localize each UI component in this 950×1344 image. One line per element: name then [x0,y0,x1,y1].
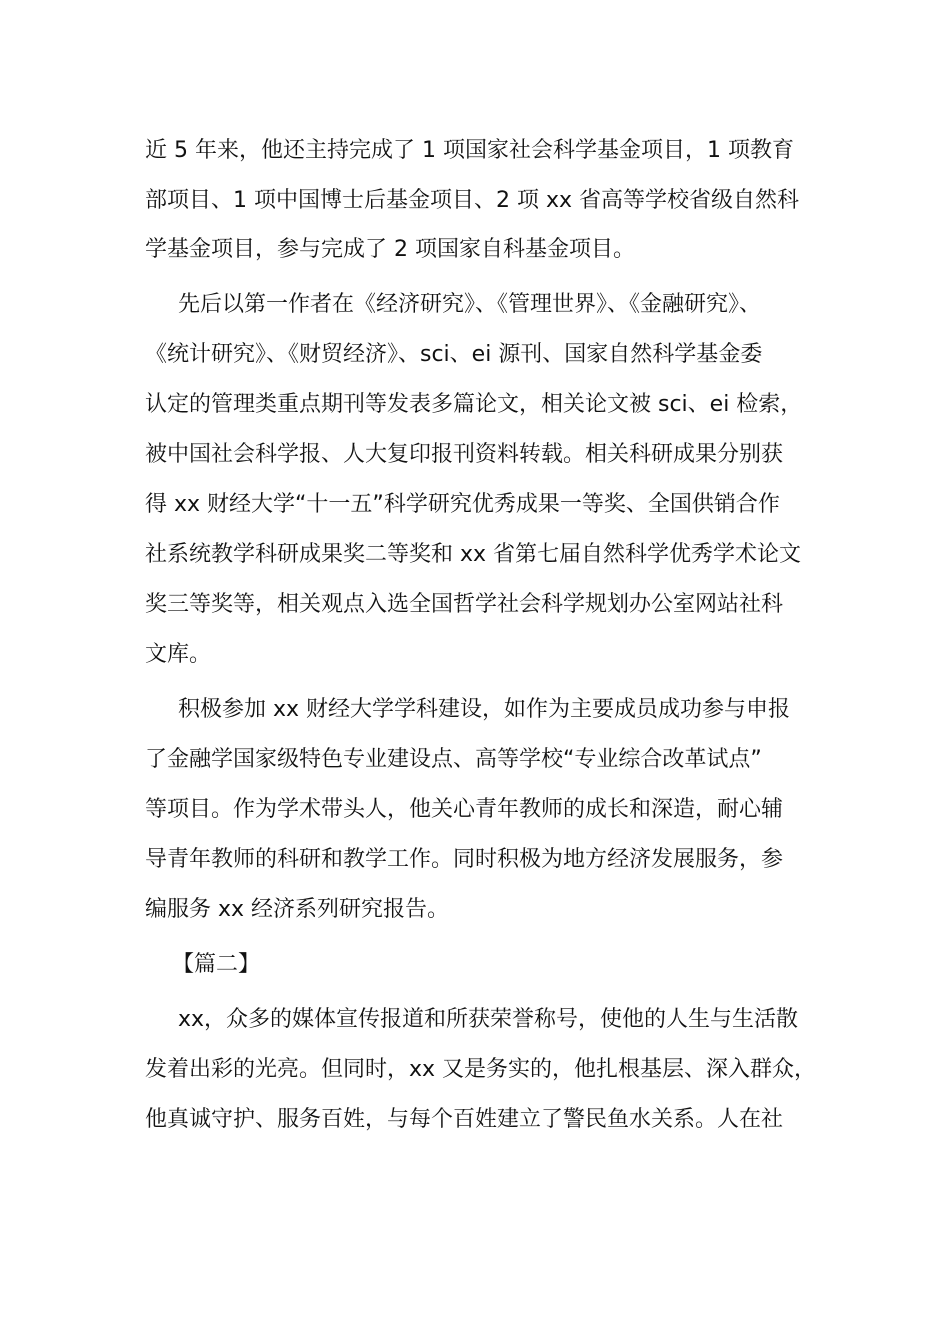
paragraph-2-line-4: 被中国社会科学报、人大复印报刊资料转载。相关科研成果分别获 [145,442,784,467]
paragraph-1-line-3: 学基金项目，参与完成了 2 项国家自科基金项目。 [145,237,635,262]
paragraph-2-line-8: 文库。 [145,642,212,667]
paragraph-1-line-1: 近 5 年来，他还主持完成了 1 项国家社会科学基金项目，1 项教育 [145,138,794,163]
paragraph-3-line-2: 了金融学国家级特色专业建设点、高等学校“专业综合改革试点” [145,747,762,772]
paragraph-2-line-2: 《统计研究》、《财贸经济》、sci、ei 源刊、国家自然科学基金委 [145,342,763,367]
paragraph-5-line-2: 发着出彩的光亮。但同时，xx 又是务实的，他扎根基层、深入群众， [145,1057,817,1082]
paragraph-2-line-3: 认定的管理类重点期刊等发表多篇论文，相关论文被 sci、ei 检索， [145,392,803,417]
paragraph-3-line-4: 导青年教师的科研和教学工作。同时积极为地方经济发展服务，参 [145,847,784,872]
paragraph-3-line-3: 等项目。作为学术带头人，他关心青年教师的成长和深造，耐心辅 [145,797,784,822]
paragraph-2-line-6: 社系统教学科研成果奖二等奖和 xx 省第七届自然科学优秀学术论文 [145,542,802,567]
section-heading: 【篇二】 [172,952,261,977]
paragraph-2-line-1: 先后以第一作者在《经济研究》、《管理世界》、《金融研究》、 [178,292,762,317]
paragraph-3-line-1: 积极参加 xx 财经大学学科建设，如作为主要成员成功参与申报 [178,697,791,722]
paragraph-2-line-7: 奖三等奖等，相关观点入选全国哲学社会科学规划办公室网站社科 [145,592,784,617]
paragraph-5-line-1: xx，众多的媒体宣传报道和所获荣誉称号，使他的人生与生活散 [178,1007,799,1032]
paragraph-3-line-5: 编服务 xx 经济系列研究报告。 [145,897,450,922]
paragraph-1-line-2: 部项目、1 项中国博士后基金项目、2 项 xx 省高等学校省级自然科 [145,188,800,213]
paragraph-5-line-3: 他真诚守护、服务百姓，与每个百姓建立了警民鱼水关系。人在社 [145,1107,784,1132]
paragraph-2-line-5: 得 xx 财经大学“十一五”科学研究优秀成果一等奖、全国供销合作 [145,492,780,517]
